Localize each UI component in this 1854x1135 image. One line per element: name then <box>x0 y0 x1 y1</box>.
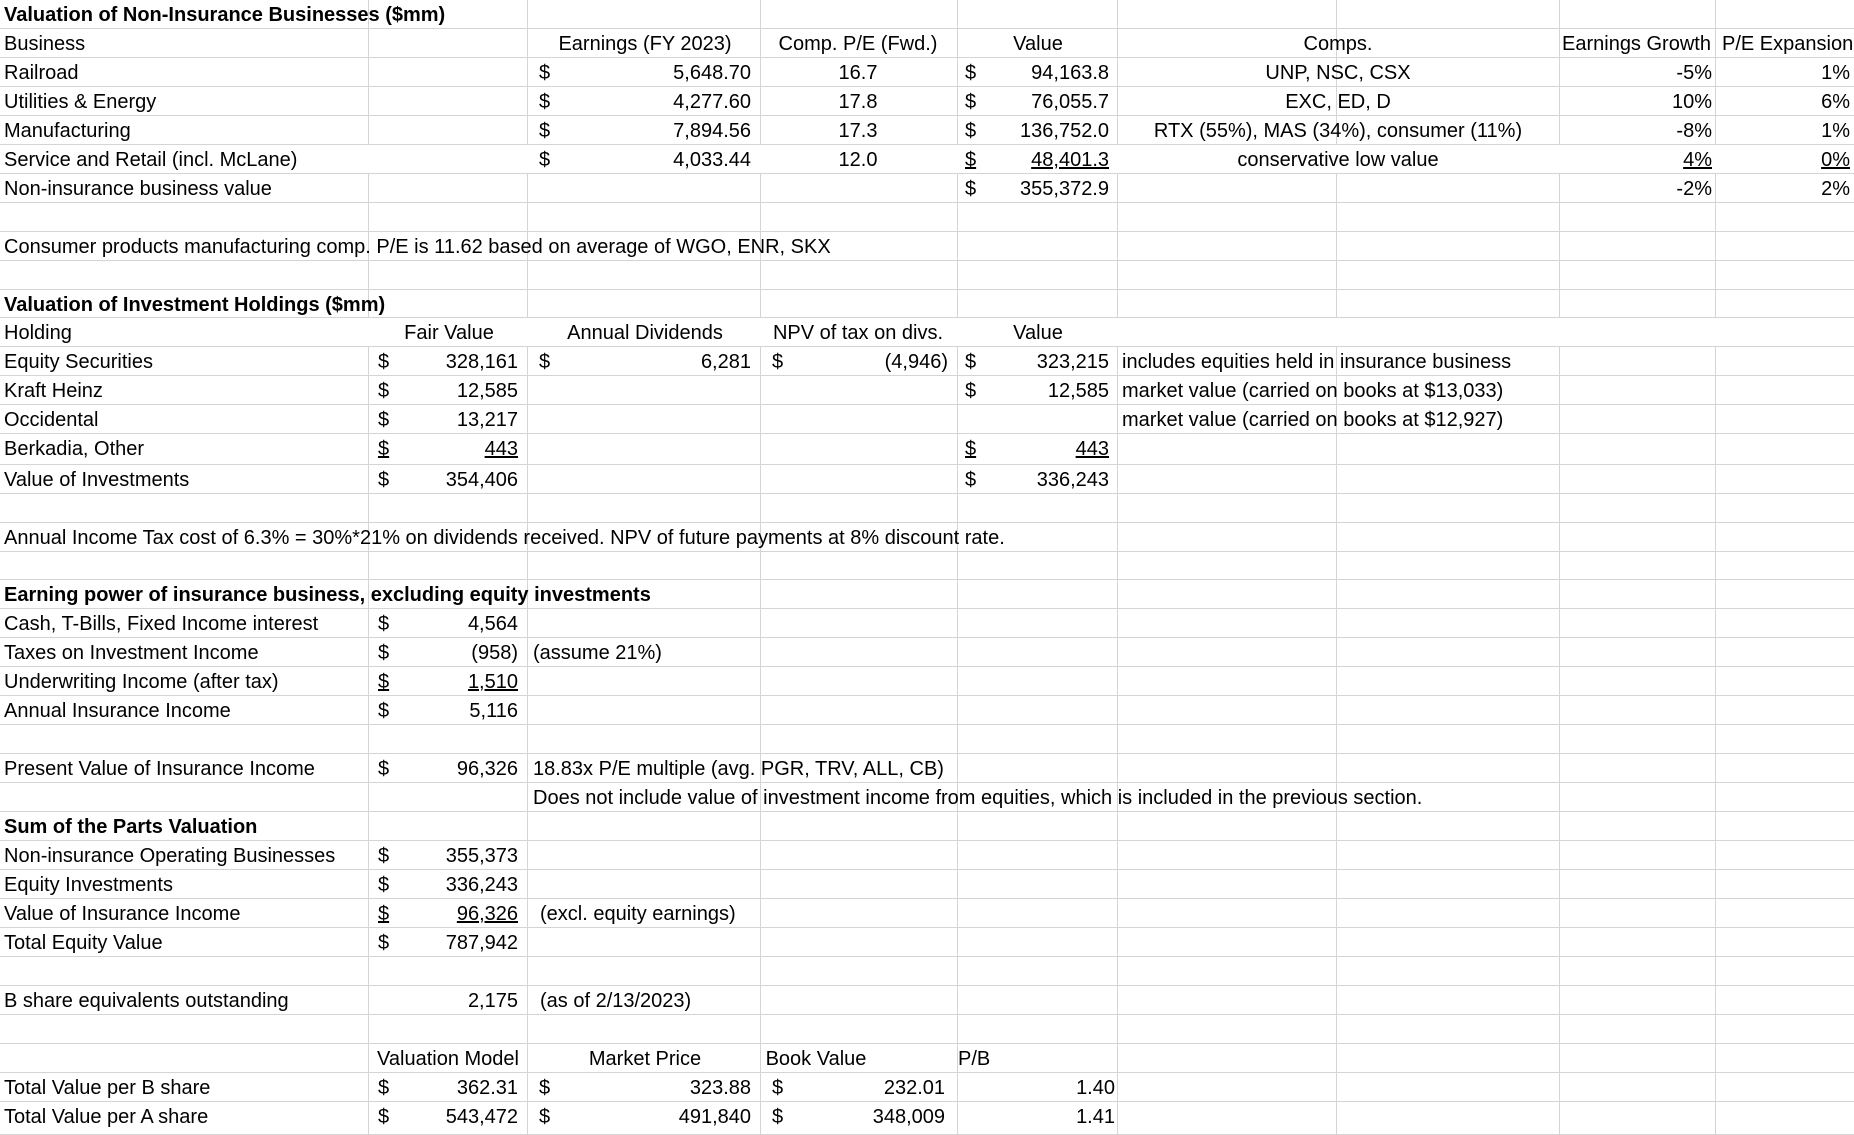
insurance-line-label: Taxes on Investment Income <box>4 642 259 664</box>
earnings-growth: -8% <box>1676 120 1712 142</box>
column-header: Earnings (FY 2023) <box>558 33 732 55</box>
section-title: Valuation of Investment Holdings ($mm) <box>4 294 386 316</box>
insurance-line-value: 5,116 <box>469 700 518 722</box>
currency-symbol: $ <box>378 380 390 402</box>
pv-label: Present Value of Insurance Income <box>4 758 315 780</box>
section-title: Valuation of Non-Insurance Businesses ($mm) <box>4 4 446 26</box>
insurance-line-label: Annual Insurance Income <box>4 700 231 722</box>
currency-symbol: $ <box>378 351 390 373</box>
currency-symbol: $ <box>539 120 551 142</box>
column-header: Annual Dividends <box>567 322 723 344</box>
market-price-value: 323.88 <box>689 1077 751 1099</box>
holding-name: Berkadia, Other <box>4 438 145 460</box>
per-share-label: Total Value per B share <box>4 1077 211 1099</box>
insurance-line-value: 1,510 <box>467 671 518 693</box>
currency-symbol: $ <box>378 845 390 867</box>
column-header: Comp. P/E (Fwd.) <box>778 33 938 55</box>
sotp-value: 355,373 <box>445 845 518 867</box>
currency-symbol: $ <box>378 613 390 635</box>
fair-value: 443 <box>484 438 518 460</box>
sotp-value: 336,243 <box>445 874 518 896</box>
book-value: 348,009 <box>872 1106 945 1128</box>
currency-symbol: $ <box>772 1106 784 1128</box>
sotp-label: Equity Investments <box>4 874 173 896</box>
sotp-value: 96,326 <box>456 903 518 925</box>
business-value: 48,401.3 <box>1031 149 1109 171</box>
column-header: Value <box>1013 322 1063 344</box>
section-title: Sum of the Parts Valuation <box>4 816 258 838</box>
column-header: Value <box>1013 33 1063 55</box>
business-value: 94,163.8 <box>1031 62 1109 84</box>
currency-symbol: $ <box>965 380 977 402</box>
currency-symbol: $ <box>378 671 390 693</box>
column-header: Fair Value <box>404 322 494 344</box>
holding-value: 12,585 <box>1047 380 1109 402</box>
currency-symbol: $ <box>378 874 390 896</box>
total-label: Non-insurance business value <box>4 178 272 200</box>
currency-symbol: $ <box>378 932 390 954</box>
currency-symbol: $ <box>539 1106 551 1128</box>
column-header: Valuation Model <box>377 1048 519 1070</box>
section-title: Earning power of insurance business, excluding equity investments <box>4 584 651 606</box>
earnings-growth: 10% <box>1671 91 1712 113</box>
fair-value: 13,217 <box>456 409 518 431</box>
column-header: Market Price <box>588 1048 702 1070</box>
currency-symbol: $ <box>378 409 390 431</box>
note-text: Annual Income Tax cost of 6.3% = 30%*21% on dividends received. NPV of future payments at 8% discount rate. <box>4 527 1005 549</box>
insurance-line-note: (assume 21%) <box>533 642 662 664</box>
currency-symbol: $ <box>378 469 390 491</box>
business-name: Manufacturing <box>4 120 131 142</box>
pb-value: 1.40 <box>1076 1077 1115 1099</box>
currency-symbol: $ <box>965 438 977 460</box>
sotp-label: Total Equity Value <box>4 932 163 954</box>
column-header: NPV of tax on divs. <box>772 322 944 344</box>
comps-text: RTX (55%), MAS (34%), consumer (11%) <box>1153 120 1523 142</box>
currency-symbol: $ <box>539 91 551 113</box>
earnings-value: 4,033.44 <box>673 149 751 171</box>
comps-text: EXC, ED, D <box>1285 91 1391 113</box>
holding-name: Equity Securities <box>4 351 153 373</box>
currency-symbol: $ <box>539 351 551 373</box>
currency-symbol: $ <box>378 1106 390 1128</box>
currency-symbol: $ <box>378 1077 390 1099</box>
per-share-label: Total Value per A share <box>4 1106 209 1128</box>
business-name: Service and Retail (incl. McLane) <box>4 149 298 171</box>
pe-expansion: 1% <box>1821 62 1850 84</box>
market-price-value: 491,840 <box>678 1106 751 1128</box>
pv-note: 18.83x P/E multiple (avg. PGR, TRV, ALL, CB) <box>533 758 944 780</box>
shares-value: 2,175 <box>467 990 518 1012</box>
column-header: Comps. <box>1303 33 1373 55</box>
earnings-growth: -2% <box>1676 178 1712 200</box>
currency-symbol: $ <box>965 469 977 491</box>
earnings-growth: -5% <box>1676 62 1712 84</box>
pe-expansion: 2% <box>1821 178 1850 200</box>
sotp-value: 787,942 <box>445 932 518 954</box>
holding-value: 323,215 <box>1036 351 1109 373</box>
earnings-growth: 4% <box>1683 149 1712 171</box>
total-fair-value: 354,406 <box>445 469 518 491</box>
shares-note: (as of 2/13/2023) <box>540 990 692 1012</box>
book-value: 232.01 <box>883 1077 945 1099</box>
insurance-line-label: Cash, T-Bills, Fixed Income interest <box>4 613 319 635</box>
valuation-model-value: 362.31 <box>456 1077 518 1099</box>
currency-symbol: $ <box>965 178 977 200</box>
column-header: Earnings Growth <box>1562 33 1711 55</box>
shares-label: B share equivalents outstanding <box>4 990 289 1012</box>
fair-value: 12,585 <box>456 380 518 402</box>
pb-value: 1.41 <box>1076 1106 1115 1128</box>
holding-value: 443 <box>1075 438 1109 460</box>
currency-symbol: $ <box>965 149 977 171</box>
currency-symbol: $ <box>378 438 390 460</box>
holding-note: includes equities held in insurance business <box>1122 351 1512 373</box>
currency-symbol: $ <box>772 351 784 373</box>
earnings-value: 4,277.60 <box>673 91 751 113</box>
holding-note: market value (carried on books at $12,927) <box>1122 409 1504 431</box>
currency-symbol: $ <box>965 351 977 373</box>
npv-tax-value: (4,946) <box>884 351 948 373</box>
insurance-line-value: (958) <box>471 642 518 664</box>
total-value: 336,243 <box>1036 469 1109 491</box>
holding-name: Occidental <box>4 409 99 431</box>
dividends-value: 6,281 <box>700 351 751 373</box>
business-name: Utilities & Energy <box>4 91 157 113</box>
comps-text: UNP, NSC, CSX <box>1265 62 1411 84</box>
column-header: Business <box>4 33 86 55</box>
earnings-value: 7,894.56 <box>673 120 751 142</box>
sotp-label: Non-insurance Operating Businesses <box>4 845 336 867</box>
insurance-line-value: 4,564 <box>467 613 518 635</box>
currency-symbol: $ <box>539 1077 551 1099</box>
currency-symbol: $ <box>378 700 390 722</box>
holding-name: Kraft Heinz <box>4 380 103 402</box>
pe-value: 16.7 <box>838 62 878 84</box>
sotp-label: Value of Insurance Income <box>4 903 241 925</box>
business-value: 136,752.0 <box>1020 120 1109 142</box>
note-text: Consumer products manufacturing comp. P/E is 11.62 based on average of WGO, ENR, SKX <box>4 236 831 258</box>
column-header: Book Value <box>765 1048 867 1070</box>
currency-symbol: $ <box>539 62 551 84</box>
fair-value: 328,161 <box>445 351 518 373</box>
sotp-note: (excl. equity earnings) <box>540 903 736 925</box>
currency-symbol: $ <box>378 758 390 780</box>
column-header: Holding <box>4 322 72 344</box>
currency-symbol: $ <box>772 1077 784 1099</box>
column-header: P/B <box>958 1048 991 1070</box>
total-value: 355,372.9 <box>1020 178 1109 200</box>
currency-symbol: $ <box>965 91 977 113</box>
valuation-model-value: 543,472 <box>445 1106 518 1128</box>
currency-symbol: $ <box>965 120 977 142</box>
insurance-line-label: Underwriting Income (after tax) <box>4 671 279 693</box>
pv-value: 96,326 <box>456 758 518 780</box>
column-header: P/E Expansion <box>1722 33 1854 55</box>
currency-symbol: $ <box>378 642 390 664</box>
currency-symbol: $ <box>965 62 977 84</box>
business-name: Railroad <box>4 62 79 84</box>
business-value: 76,055.7 <box>1031 91 1109 113</box>
pe-expansion: 0% <box>1821 149 1850 171</box>
earnings-value: 5,648.70 <box>673 62 751 84</box>
pe-expansion: 6% <box>1821 91 1850 113</box>
comps-text: conservative low value <box>1237 149 1439 171</box>
pv-note: Does not include value of investment income from equities, which is included in the previous section. <box>533 787 1423 809</box>
pe-value: 17.3 <box>838 120 878 142</box>
pe-value: 12.0 <box>838 149 878 171</box>
pe-value: 17.8 <box>838 91 878 113</box>
currency-symbol: $ <box>539 149 551 171</box>
total-label: Value of Investments <box>4 469 190 491</box>
currency-symbol: $ <box>378 903 390 925</box>
holding-note: market value (carried on books at $13,033) <box>1122 380 1504 402</box>
pe-expansion: 1% <box>1821 120 1850 142</box>
